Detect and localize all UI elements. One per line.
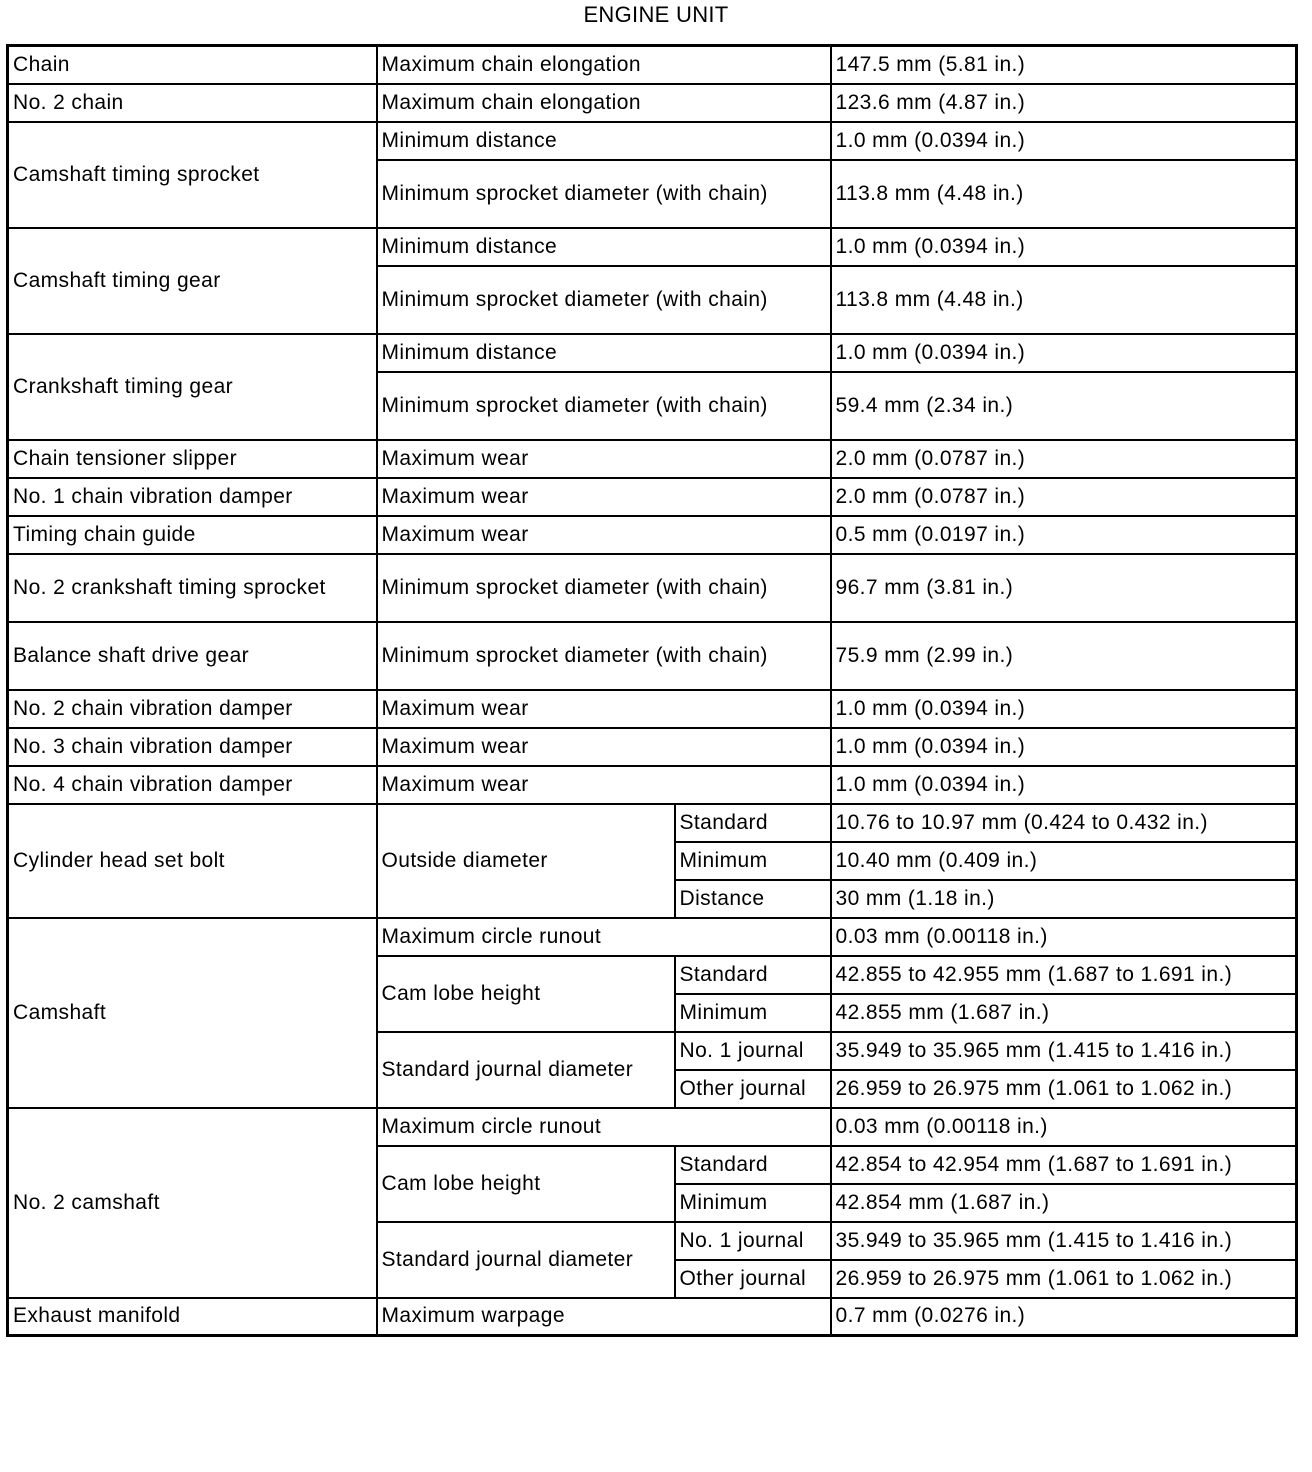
- component-cell: No. 2 chain: [8, 84, 377, 122]
- sub-item-cell: No. 1 journal: [675, 1032, 831, 1070]
- component-cell: Chain: [8, 46, 377, 84]
- value-cell: 10.40 mm (0.409 in.): [831, 842, 1297, 880]
- value-cell: 1.0 mm (0.0394 in.): [831, 122, 1297, 160]
- table-row: [8, 440, 1297, 478]
- table-row: [8, 84, 1297, 122]
- item-cell: Minimum distance: [377, 122, 831, 160]
- item-cell: Minimum distance: [377, 228, 831, 266]
- component-cell: Camshaft timing gear: [8, 228, 377, 334]
- item-cell: Maximum wear: [377, 440, 831, 478]
- value-cell: 26.959 to 26.975 mm (1.061 to 1.062 in.): [831, 1070, 1297, 1108]
- value-cell: 35.949 to 35.965 mm (1.415 to 1.416 in.): [831, 1222, 1297, 1260]
- component-cell: Balance shaft drive gear: [8, 622, 377, 690]
- value-cell: 1.0 mm (0.0394 in.): [831, 334, 1297, 372]
- item-cell: Minimum sprocket diameter (with chain): [377, 554, 831, 622]
- table-row: [8, 46, 1297, 84]
- table-row: [8, 554, 1297, 622]
- item-cell: Standard journal diameter: [377, 1222, 675, 1298]
- item-cell: Minimum sprocket diameter (with chain): [377, 372, 831, 440]
- item-cell: Maximum wear: [377, 728, 831, 766]
- sub-item-cell: Standard: [675, 804, 831, 842]
- value-cell: 1.0 mm (0.0394 in.): [831, 690, 1297, 728]
- sub-item-cell: Minimum: [675, 842, 831, 880]
- item-cell: Standard journal diameter: [377, 1032, 675, 1108]
- component-cell: No. 2 crankshaft timing sprocket: [8, 554, 377, 622]
- value-cell: 30 mm (1.18 in.): [831, 880, 1297, 918]
- item-cell: Maximum circle runout: [377, 918, 831, 956]
- value-cell: 147.5 mm (5.81 in.): [831, 46, 1297, 84]
- table-row: [8, 918, 1297, 956]
- value-cell: 42.854 to 42.954 mm (1.687 to 1.691 in.): [831, 1146, 1297, 1184]
- table-row: [8, 334, 1297, 372]
- table-row: [8, 622, 1297, 690]
- component-cell: Timing chain guide: [8, 516, 377, 554]
- item-cell: Minimum sprocket diameter (with chain): [377, 622, 831, 690]
- value-cell: 10.76 to 10.97 mm (0.424 to 0.432 in.): [831, 804, 1297, 842]
- value-cell: 42.855 mm (1.687 in.): [831, 994, 1297, 1032]
- value-cell: 1.0 mm (0.0394 in.): [831, 766, 1297, 804]
- page-title: ENGINE UNIT: [583, 2, 729, 27]
- table-row: [8, 228, 1297, 266]
- value-cell: 0.03 mm (0.00118 in.): [831, 1108, 1297, 1146]
- value-cell: 59.4 mm (2.34 in.): [831, 372, 1297, 440]
- value-cell: 123.6 mm (4.87 in.): [831, 84, 1297, 122]
- value-cell: 2.0 mm (0.0787 in.): [831, 440, 1297, 478]
- item-cell: Maximum wear: [377, 690, 831, 728]
- table-row: [8, 122, 1297, 160]
- item-cell: Maximum wear: [377, 516, 831, 554]
- item-cell: Maximum wear: [377, 478, 831, 516]
- component-cell: No. 1 chain vibration damper: [8, 478, 377, 516]
- component-cell: Chain tensioner slipper: [8, 440, 377, 478]
- table-row: [8, 804, 1297, 842]
- item-cell: Maximum chain elongation: [377, 46, 831, 84]
- table-row: [8, 690, 1297, 728]
- value-cell: 113.8 mm (4.48 in.): [831, 160, 1297, 228]
- value-cell: 113.8 mm (4.48 in.): [831, 266, 1297, 334]
- component-cell: Crankshaft timing gear: [8, 334, 377, 440]
- value-cell: 35.949 to 35.965 mm (1.415 to 1.416 in.): [831, 1032, 1297, 1070]
- table-row: [8, 478, 1297, 516]
- component-cell: No. 3 chain vibration damper: [8, 728, 377, 766]
- component-cell: Cylinder head set bolt: [8, 804, 377, 918]
- value-cell: 1.0 mm (0.0394 in.): [831, 228, 1297, 266]
- sub-item-cell: Other journal: [675, 1070, 831, 1108]
- value-cell: 75.9 mm (2.99 in.): [831, 622, 1297, 690]
- value-cell: 1.0 mm (0.0394 in.): [831, 728, 1297, 766]
- item-cell: Minimum sprocket diameter (with chain): [377, 160, 831, 228]
- component-cell: Camshaft timing sprocket: [8, 122, 377, 228]
- item-cell: Maximum wear: [377, 766, 831, 804]
- item-cell: Cam lobe height: [377, 1146, 675, 1222]
- sub-item-cell: Standard: [675, 1146, 831, 1184]
- sub-item-cell: Other journal: [675, 1260, 831, 1298]
- component-cell: Exhaust manifold: [8, 1298, 377, 1336]
- sub-item-cell: Standard: [675, 956, 831, 994]
- component-cell: No. 2 chain vibration damper: [8, 690, 377, 728]
- spec-table: [6, 44, 1298, 1337]
- item-cell: Maximum chain elongation: [377, 84, 831, 122]
- table-row: [8, 516, 1297, 554]
- component-cell: No. 2 camshaft: [8, 1108, 377, 1298]
- sub-item-cell: No. 1 journal: [675, 1222, 831, 1260]
- value-cell: 0.03 mm (0.00118 in.): [831, 918, 1297, 956]
- item-cell: Maximum warpage: [377, 1298, 831, 1336]
- component-cell: No. 4 chain vibration damper: [8, 766, 377, 804]
- value-cell: 2.0 mm (0.0787 in.): [831, 478, 1297, 516]
- table-row: [8, 766, 1297, 804]
- sub-item-cell: Minimum: [675, 994, 831, 1032]
- value-cell: 42.855 to 42.955 mm (1.687 to 1.691 in.): [831, 956, 1297, 994]
- item-cell: Minimum distance: [377, 334, 831, 372]
- table-row: [8, 1108, 1297, 1146]
- table-row: [8, 728, 1297, 766]
- item-cell: Maximum circle runout: [377, 1108, 831, 1146]
- sub-item-cell: Minimum: [675, 1184, 831, 1222]
- item-cell: Cam lobe height: [377, 956, 675, 1032]
- item-cell: Outside diameter: [377, 804, 675, 918]
- component-cell: Camshaft: [8, 918, 377, 1108]
- item-cell: Minimum sprocket diameter (with chain): [377, 266, 831, 334]
- value-cell: 96.7 mm (3.81 in.): [831, 554, 1297, 622]
- value-cell: 42.854 mm (1.687 in.): [831, 1184, 1297, 1222]
- value-cell: 0.5 mm (0.0197 in.): [831, 516, 1297, 554]
- value-cell: 0.7 mm (0.0276 in.): [831, 1298, 1297, 1336]
- sub-item-cell: Distance: [675, 880, 831, 918]
- value-cell: 26.959 to 26.975 mm (1.061 to 1.062 in.): [831, 1260, 1297, 1298]
- table-row: [8, 1298, 1297, 1336]
